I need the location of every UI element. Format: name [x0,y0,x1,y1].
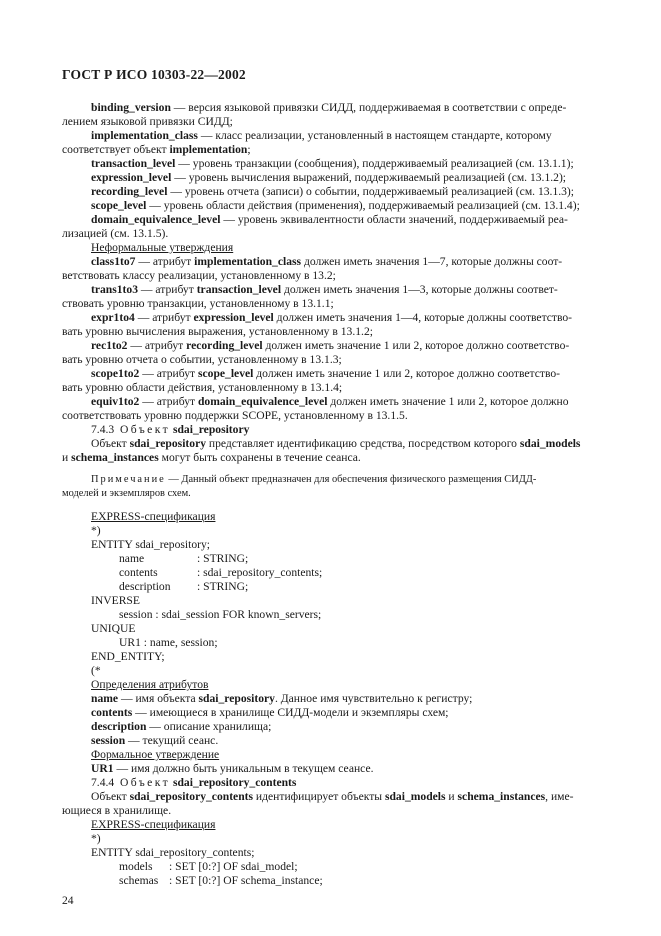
attr-recording-level: recording_level — уровень отчета (записи) о событии, поддерживаемый реализацией (см. 13.1.3); [91,185,575,198]
rule-scope1to2-line-2: вать уровню области действия, установленному в 13.1.4; [62,381,343,394]
express-inverse-keyword: INVERSE [91,594,140,607]
attr-transaction-level: transaction_level — уровень транзакции (сообщения), поддерживаемый реализацией (см. 13.1.1); [91,157,574,170]
section-7-4-3-heading: 7.4.3 Объект sdai_repository [91,423,250,436]
express-spec-heading-2: EXPRESS-спецификация [91,818,216,831]
formal-proposition-heading: Формальное утверждение [91,748,220,761]
entity-line-sdai-repository: ENTITY sdai_repository; [91,538,211,551]
informal-propositions-heading: Неформальные утверждения [91,241,234,254]
rule-equiv1to2-line-2: соответствовать уровню поддержки SCOPE, установленному в 13.1.5. [62,409,408,422]
note-line-2: моделей и экземпляров схем. [62,488,191,499]
attr-expression-level: expression_level — уровень вычисления выражений, поддерживаемый реализацией (см. 13.1.2); [91,171,567,184]
section-7-4-3-para-line-1: Объект sdai_repository представляет идентификацию средства, посредством которого sdai_models [91,437,581,450]
attr-implementation-class-line-2: соответствует объект implementation; [62,143,251,156]
express-attr-contents: contents [119,566,158,579]
express-attr-description: description [119,580,171,593]
rule-equiv1to2-line-1: equiv1to2 — атрибут domain_equivalence_level должен иметь значение 1 или 2, которое должно [91,395,569,408]
rule-trans1to3-line-1: trans1to3 — атрибут transaction_level должен иметь значения 1—3, которые должны соответ- [91,283,558,296]
attr-domain-equivalence-level-line-1: domain_equivalence_level — уровень эквивалентности области значений, поддерживаемый реа- [91,213,568,226]
rule-class1to7-line-1: class1to7 — атрибут implementation_class должен иметь значения 1—7, которые должны соот- [91,255,563,268]
def-name: name — имя объекта sdai_repository. Данное имя чувствительно к регистру; [91,692,473,705]
express-attr-models: models [119,860,153,873]
express-open-1: *) [91,524,101,537]
rule-expr1to4-line-2: вать уровню вычисления выражения, установленному в 13.1.2; [62,325,373,338]
section-7-4-3-para-line-2: и schema_instances могут быть сохранены в течение сеанса. [62,451,361,464]
section-7-4-4-para-line-2: ющиеся в хранилище. [62,804,172,817]
express-unique-line: UR1 : name, session; [119,636,218,649]
rule-rec1to2-line-2: вать уровню отчета о событии, установленному в 13.1.3; [62,353,342,366]
entity-line-sdai-repository-contents: ENTITY sdai_repository_contents; [91,846,255,859]
section-7-4-4-heading: 7.4.4 Объект sdai_repository_contents [91,776,297,789]
attr-binding-version-line-1: binding_version — версия языковой привязки СИДД, поддерживаемая в соответствии с опреде- [91,101,567,114]
express-inverse-line: session : sdai_session FOR known_servers; [119,608,322,621]
def-description: description — описание хранилища; [91,720,272,733]
express-attr-schemas: schemas [119,874,159,887]
document-header: ГОСТ Р ИСО 10303-22—2002 [62,67,246,82]
section-7-4-4-para-line-1: Объект sdai_repository_contents идентифицирует объекты sdai_models и schema_instances, име- [91,790,574,803]
formal-proposition-ur1: UR1 — имя должно быть уникальным в текущем сеансе. [91,762,374,775]
express-spec-heading-1: EXPRESS-спецификация [91,510,216,523]
attr-scope-level: scope_level — уровень области действия (применения), поддерживаемый реализацией (см. 13.1.4); [91,199,580,212]
express-unique-keyword: UNIQUE [91,622,136,635]
express-attr-contents-type: : sdai_repository_contents; [197,566,323,579]
note-line-1: Примечание — Данный объект предназначен для обеспечения физического размещения СИДД- [91,474,537,485]
express-open-2: *) [91,832,101,845]
rule-expr1to4-line-1: expr1to4 — атрибут expression_level должен иметь значения 1—4, которые должны соответство- [91,311,573,324]
rule-class1to7-line-2: ветствовать классу реализации, установленному в 13.2; [62,269,336,282]
express-attr-name-type: : STRING; [197,552,249,565]
attr-binding-version-line-2: лением языковой привязки СИДД; [62,115,233,128]
express-attr-description-type: : STRING; [197,580,249,593]
page-number: 24 [62,894,74,907]
attribute-definitions-heading: Определения атрибутов [91,678,209,691]
def-contents: contents — имеющиеся в хранилище СИДД-модели и экземпляры схем; [91,706,449,719]
def-session: session — текущий сеанс. [91,734,219,747]
express-attr-name: name [119,552,145,565]
attr-domain-equivalence-level-line-2: лизацией (см. 13.1.5). [62,227,169,240]
express-close-1: (* [91,664,101,677]
express-attr-schemas-type: : SET [0:?] OF schema_instance; [169,874,323,887]
rule-scope1to2-line-1: scope1to2 — атрибут scope_level должен иметь значение 1 или 2, которое должно соответство- [91,367,561,380]
attr-implementation-class-line-1: implementation_class — класс реализации, установленный в настоящем стандарте, которому [91,129,552,142]
rule-trans1to3-line-2: ствовать уровню транзакции, установленному в 13.1.1; [62,297,334,310]
express-attr-models-type: : SET [0:?] OF sdai_model; [169,860,298,873]
express-end-entity-1: END_ENTITY; [91,650,165,663]
rule-rec1to2-line-1: rec1to2 — атрибут recording_level должен иметь значение 1 или 2, которое должно соответство- [91,339,570,352]
